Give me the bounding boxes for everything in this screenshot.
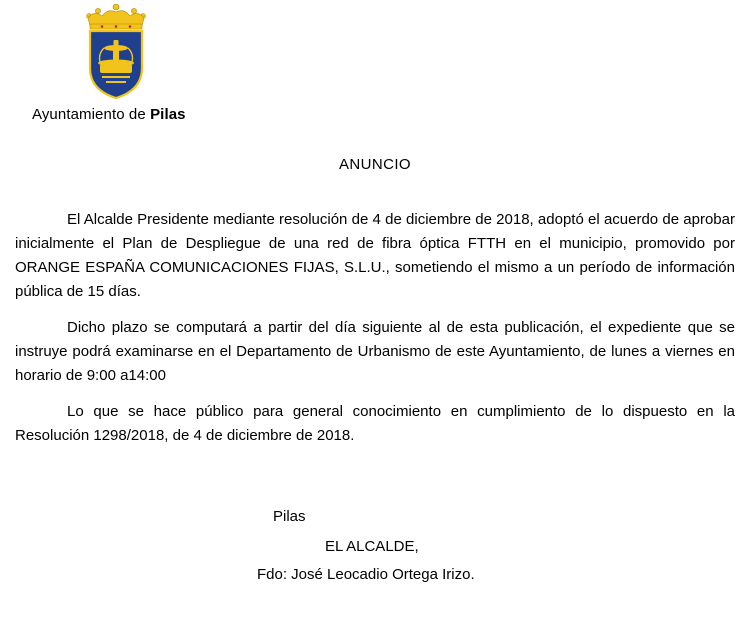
signature-place: Pilas [273,508,306,525]
paragraph-consultation-period: Dicho plazo se computará a partir del día siguiente al de esta publicación, el expediente que se instruye podrá examinarse en el Departamento de Urbanismo de este Ayuntamiento, de lunes a viernes en horario de 9:00 a14:00 [15,319,735,384]
municipality-name [32,106,186,123]
municipality-name-bold: Pilas [150,106,186,123]
paragraph-resolution: El Alcalde Presidente mediante resolución de 4 de diciembre de 2018, adoptó el acuerdo de aprobar inicialmente el Plan de Despliegue de una red de fibra óptica FTTH en el municipio, promovido por ORANGE ESPAÑA COMUNICACIONES FIJAS, S.L.U., sometiendo el mismo a un período de información pública de 15 días. [15,211,735,300]
paragraph-public-notice: Lo que se hace público para general conocimiento en cumplimiento de lo dispuesto en la Resolución 1298/2018, de 4 de diciembre de 2018. [15,403,735,444]
municipality-prefix: Ayuntamiento de [32,106,151,123]
document-title: ANUNCIO [339,156,411,173]
municipal-coat-of-arms-icon [84,2,148,100]
signature-name: Fdo: José Leocadio Ortega Irizo. [257,566,475,583]
signature-role: EL ALCALDE, [325,538,419,555]
